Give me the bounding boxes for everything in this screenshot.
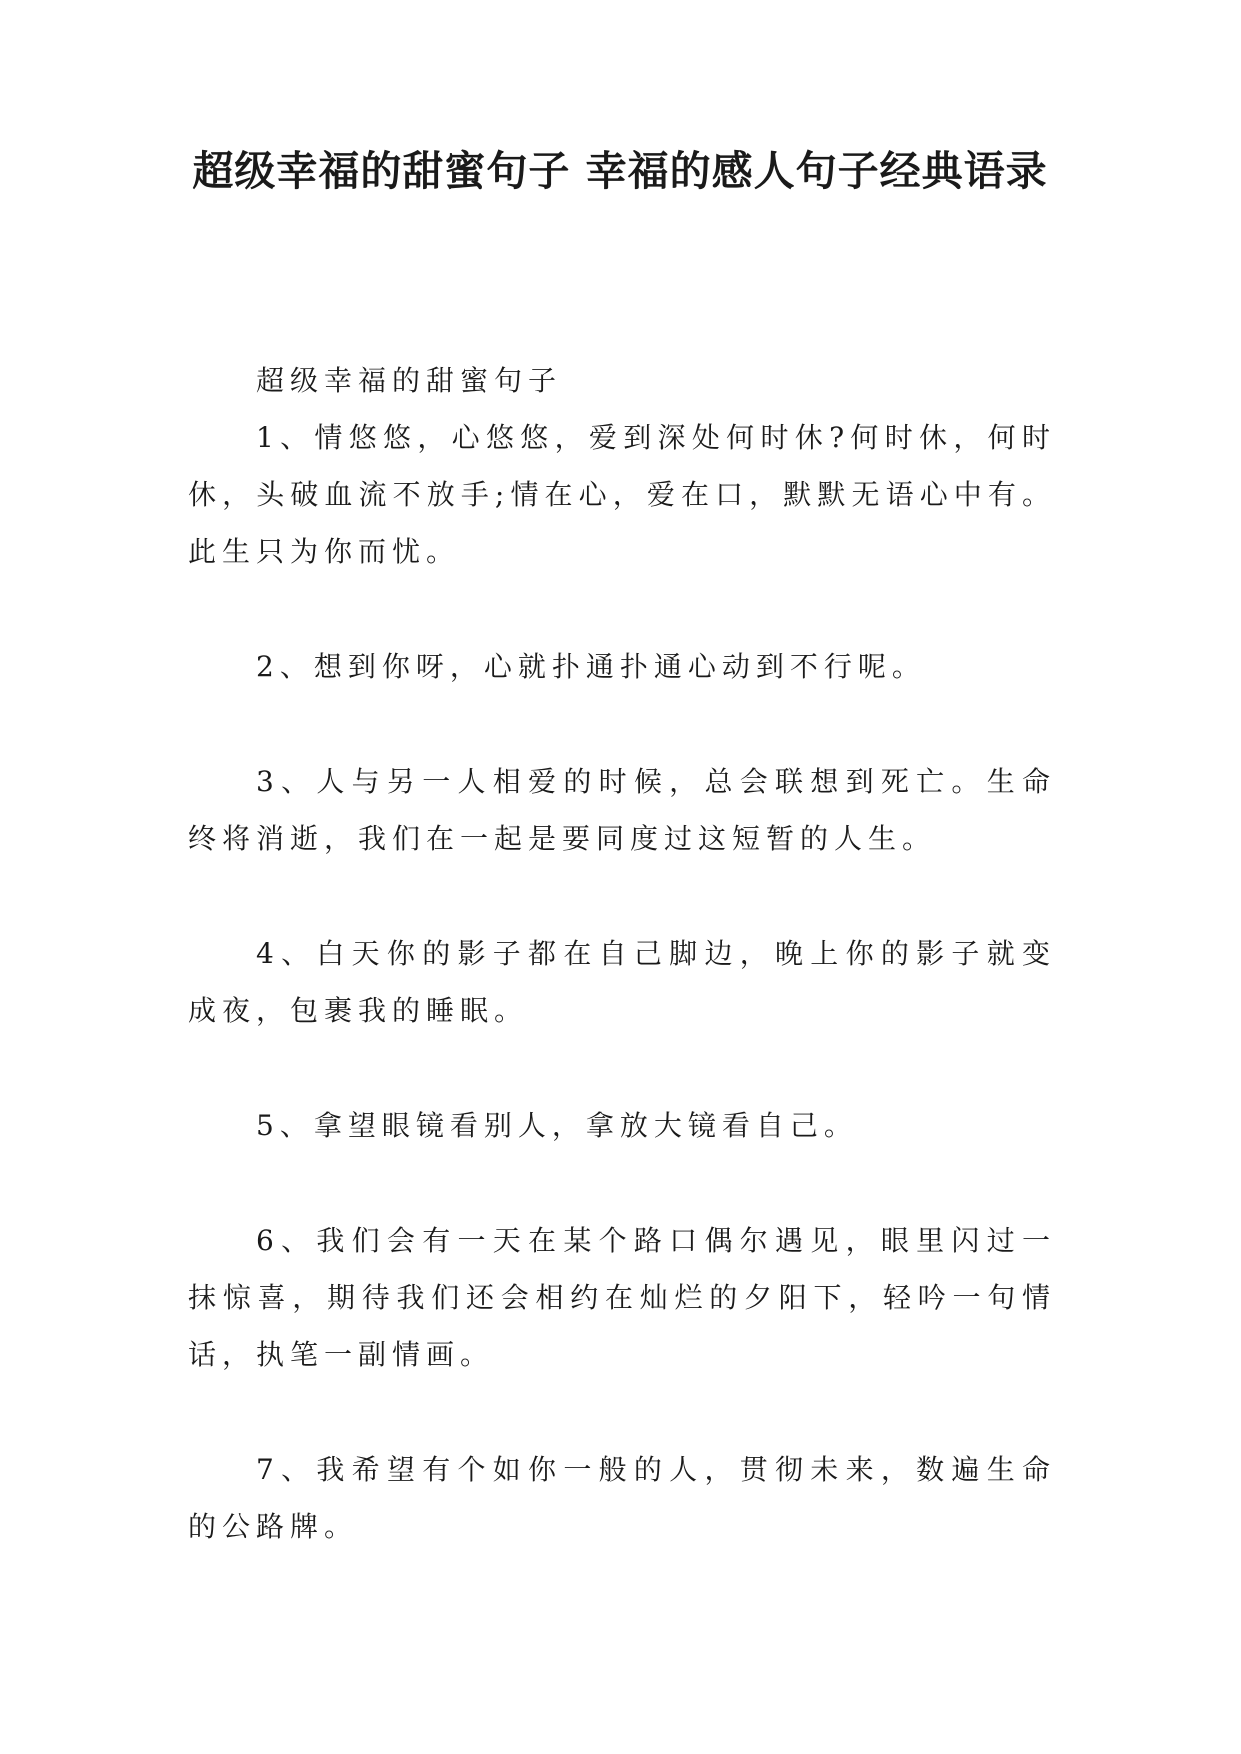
paragraph-3: 3、人与另一人相爱的时候，总会联想到死亡。生命终将消逝，我们在一起是要同度过这短暂的人生。 <box>188 765 1056 855</box>
paragraph-6: 6、我们会有一天在某个路口偶尔遇见，眼里闪过一抹惊喜，期待我们还会相约在灿烂的夕阳下，轻吟一句情话，执笔一副情画。 <box>188 1224 1056 1371</box>
document-body <box>188 352 1056 1555</box>
paragraph-4: 4、白天你的影子都在自己脚边，晚上你的影子就变成夜，包裹我的睡眠。 <box>188 937 1056 1027</box>
paragraph-2: 2、想到你呀，心就扑通扑通心动到不行呢。 <box>256 650 926 683</box>
paragraph-7: 7、我希望有个如你一般的人，贯彻未来，数遍生命的公路牌。 <box>188 1453 1056 1543</box>
paragraph-1: 1、情悠悠，心悠悠，爱到深处何时休?何时休，何时休，头破血流不放手;情在心，爱在口，默默无语心中有。此生只为你而忧。 <box>188 421 1056 568</box>
document-title: 超级幸福的甜蜜句子 幸福的感人句子经典语录 <box>192 147 1048 195</box>
paragraph-5: 5、拿望眼镜看别人，拿放大镜看自己。 <box>256 1109 858 1142</box>
section-heading: 超级幸福的甜蜜句子 <box>256 364 563 397</box>
